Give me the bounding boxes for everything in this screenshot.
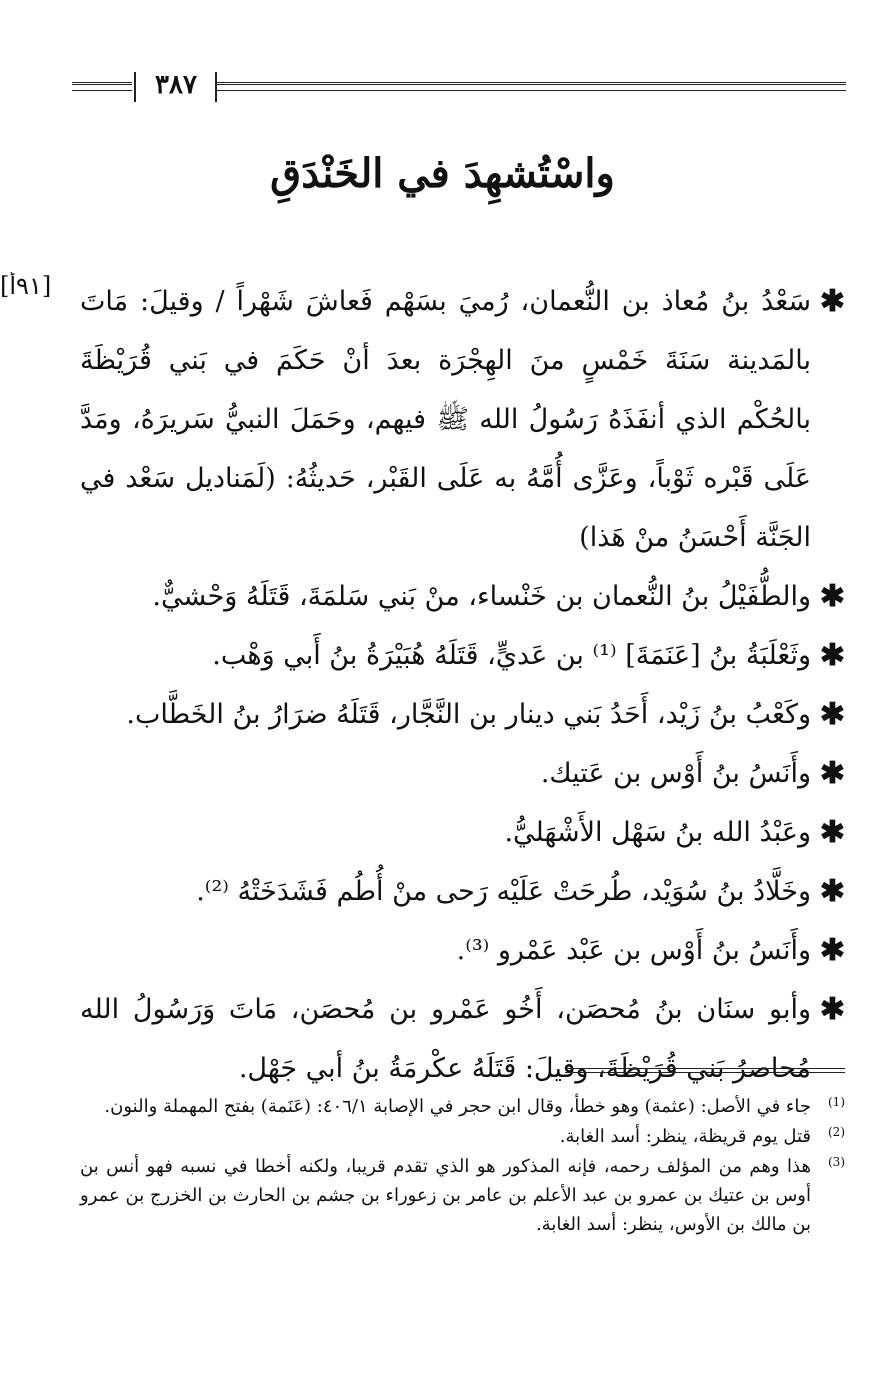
header-rule-right xyxy=(216,82,846,91)
asterisk-icon: ✱ xyxy=(819,638,845,673)
entry-text: وثَعْلَبَةُ بنُ [عَنَمَةَ] ⁽¹⁾ بن عَديٍّ، قَتَلَهُ هُبَيْرَةُ بنُ أَبي وَهْب. xyxy=(212,640,811,671)
list-item xyxy=(80,685,845,744)
asterisk-icon: ✱ xyxy=(819,697,845,732)
chapter-title: واسْتُشهِدَ في الخَنْدَقِ xyxy=(270,150,615,197)
footnote-separator xyxy=(565,1068,845,1073)
page-number: ٣٨٧ xyxy=(155,70,197,100)
entry-text: وأبو سنَان بنُ مُحصَن، أَخُو عَمْرو بن مُحصَن، مَاتَ وَرَسُولُ الله مُحاصرُ بَني قُرَيْظَةَ، وقيلَ: قَتَلَهُ عكْرمَةُ بنُ أبي جَهْل. xyxy=(80,994,811,1084)
entry-text: وكَعْبُ بنُ زَيْد، أَحَدُ بَني دينار بن النَّجَّار، قَتَلَهُ ضرَارُ بنُ الخَطَّاب. xyxy=(126,699,811,730)
entry-text: وأَنَسُ بنُ أَوْس بن عَتيك. xyxy=(540,758,811,789)
list-item xyxy=(80,744,845,803)
asterisk-icon: ✱ xyxy=(819,933,845,968)
entry-text: وأَنَسُ بنُ أَوْس بن عَبْد عَمْرو ⁽³⁾. xyxy=(456,935,811,966)
asterisk-icon: ✱ xyxy=(819,992,845,1027)
body-text xyxy=(80,272,845,1098)
footnote-number: (3) xyxy=(827,1155,845,1169)
asterisk-icon: ✱ xyxy=(819,874,845,909)
footnote-number: (2) xyxy=(827,1125,845,1139)
entry-text: وعَبْدُ الله بنُ سَهْل الأَشْهَليُّ. xyxy=(504,817,811,848)
list-item xyxy=(80,567,845,626)
list-item xyxy=(80,272,845,567)
entry-text: وخَلَّادُ بنُ سُوَيْد، طُرحَتْ عَلَيْه رَحى منْ أُطُم فَشَدَخَتْهُ ⁽²⁾. xyxy=(196,876,811,907)
footnote-text: هذا وهم من المؤلف رحمه، فإنه المذكور هو الذي تقدم قريبا، ولكنه أخطا في نسبه فهو أنس بن أوس بن عتيك بن عمرو بن عبد الأعلم بن عامر بن زعوراء بن جشم بن الحارث بن الخزرج بن عمرو بن مالك بن الأوس، ينظر: أسد الغابة. xyxy=(80,1156,811,1235)
asterisk-icon: ✱ xyxy=(819,815,845,850)
list-item xyxy=(80,862,845,921)
asterisk-icon: ✱ xyxy=(819,284,845,319)
footnote-number: (1) xyxy=(827,1095,845,1109)
asterisk-icon: ✱ xyxy=(819,756,845,791)
list-item xyxy=(80,921,845,980)
manuscript-folio-note: [٩١أ] xyxy=(0,272,52,300)
footnote xyxy=(80,1122,845,1151)
entry-text: والطُّفَيْلُ بنُ النُّعمان بن خَنْساء، منْ بَني سَلمَةَ، قَتَلَهُ وَحْشيٌّ. xyxy=(152,581,811,612)
footnote xyxy=(80,1152,845,1239)
list-item xyxy=(80,980,845,1098)
page-header xyxy=(72,72,846,102)
entry-text: سَعْدُ بنُ مُعاذ بن النُّعمان، رُميَ بسَهْم فَعاشَ شَهْراً / وقيلَ: مَاتَ بالمَدينة سَنَةَ خَمْسٍ منَ الهِجْرَة بعدَ أنْ حَكَمَ في بَني قُرَيْظَةَ بالحُكْم الذي أنفَذَهُ رَسُولُ الله ﷺ فيهم، وحَمَلَ النبيُّ سَريرَهُ، ومَدَّ عَلَى قَبْره ثَوْباً، وعَزَّى أُمَّهُ به عَلَى القَبْر، حَديثُهُ: (لَمَناديل سَعْد في الجَنَّة أَحْسَنُ منْ هَذا) xyxy=(80,286,812,553)
footnotes xyxy=(80,1092,845,1240)
list-item xyxy=(80,803,845,862)
footnote xyxy=(80,1092,845,1121)
header-rule-left xyxy=(72,82,132,91)
footnote-text: جاء في الأصل: (عثمة) وهو خطأ، وقال ابن حجر في الإصابة ٤٠٦/١: (عَنَمة) بفتح المهملة والنون. xyxy=(104,1096,811,1117)
header-bar-left xyxy=(134,72,136,102)
asterisk-icon: ✱ xyxy=(819,579,845,614)
list-item xyxy=(80,626,845,685)
footnote-text: قتل يوم قريظة، ينظر: أسد الغابة. xyxy=(559,1126,811,1147)
